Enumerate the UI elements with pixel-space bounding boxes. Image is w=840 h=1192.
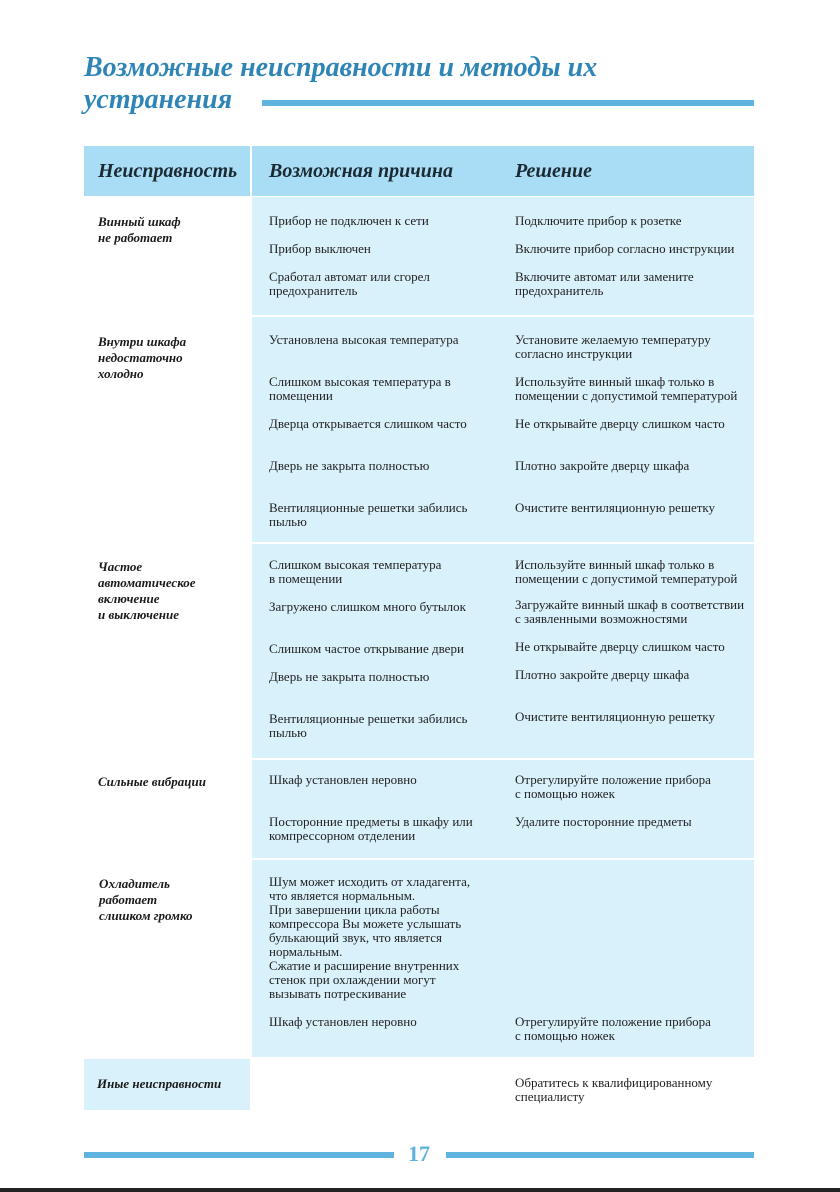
bottom-edge-line [0,1188,840,1192]
group-3-solution-3: Не открывайте дверцу слишком часто [515,639,725,654]
group-3-cause-1: Слишком высокая температура в помещении [269,557,442,586]
header-problem-cell [84,146,250,196]
group-5-problem: Охладитель работает слишком громко [99,876,193,923]
group-4-cause-1: Шкаф установлен неровно [269,772,417,787]
group-3-solution-5: Очистите вентиляционную решетку [515,709,716,724]
group-6-problem: Иные неисправности [97,1076,222,1091]
page-title [84,52,597,116]
group-3-cause-2: Загружено слишком много бутылок [269,599,466,614]
group-2-problem: Внутри шкафа недостаточно холодно [98,334,187,381]
group-2-solution-1: Установите желаемую температуру согласно инструкции [515,332,711,361]
group-2-cause-4: Дверь не закрыта полностью [269,458,430,473]
group-1-cause-1: Прибор не подключен к сети [269,213,429,228]
group-2-solution-2: Используйте винный шкаф только в помещении с допустимой температурой [515,374,738,403]
page-title-line-1: Возможные неисправности и методы их [84,52,598,83]
group-2-cause-2: Слишком высокая температура в помещении [269,374,451,403]
group-3-solution-4: Плотно закройте дверцу шкафа [515,667,690,682]
group-1-cause-2: Прибор выключен [269,241,371,256]
group-4-cause-2: Посторонние предметы в шкафу или компрессорном отделении [269,814,473,843]
group-4-solution-1: Отрегулируйте положение прибора с помощью ножек [515,772,711,801]
group-2-cause-3: Дверца открывается слишком часто [269,416,467,431]
group-3-cause-5: Вентиляционные решетки забились пылью [269,711,468,740]
footer-rule-left [84,1152,394,1158]
header-cause-solution-cell [252,146,754,196]
header-cause: Возможная причина [269,160,454,182]
group-2-solution-5: Очистите вентиляционную решетку [515,500,716,515]
group-2-cause-5: Вентиляционные решетки забились пылью [269,500,468,529]
group-4-solution-2: Удалите посторонние предметы [515,814,692,829]
page-number: 17 [408,1141,430,1166]
group-5-cause-1: Шум может исходить от хладагента, что является нормальным. При завершении цикла работы компрессора Вы можете услышать булькающий звук, что является нормальным. Сжатие и расширение внутренних стенок при охлаждении могут вызывать потрескивание [269,874,471,1001]
page-title-line-2: устранения [84,84,233,115]
group-4-problem: Сильные вибрации [98,774,206,789]
group-2-solution-3: Не открывайте дверцу слишком часто [515,416,725,431]
group-3-cause-3: Слишком частое открывание двери [269,641,464,656]
group-1-cause-3: Сработал автомат или сгорел предохранитель [269,269,430,298]
group-3-cause-4: Дверь не закрыта полностью [269,669,430,684]
group-3-solution-2: Загружайте винный шкаф в соответствии с заявленными возможностями [515,597,745,626]
header-problem: Неисправность [98,160,238,182]
group-5-solution-2: Отрегулируйте положение прибора с помощью ножек [515,1014,711,1043]
group-1-solution-1: Подключите прибор к розетке [515,213,682,228]
group-2-solution-4: Плотно закройте дверцу шкафа [515,458,690,473]
group-6-solution-1: Обратитесь к квалифицированному специалисту [515,1075,713,1104]
group-3-solution-1: Используйте винный шкаф только в помещении с допустимой температурой [515,557,738,586]
group-5-cause-2: Шкаф установлен неровно [269,1014,417,1029]
group-3-problem: Частое автоматическое включение и выключение [98,559,196,622]
group-1-solution-3: Включите автомат или замените предохранитель [515,269,694,298]
title-rule [262,100,754,106]
footer-rule-right [446,1152,754,1158]
group-2-cause-1: Установлена высокая температура [269,332,459,347]
group-1-solution-2: Включите прибор согласно инструкции [515,241,735,256]
header-solution: Решение [515,160,593,182]
group-1-problem: Винный шкаф не работает [98,214,181,245]
